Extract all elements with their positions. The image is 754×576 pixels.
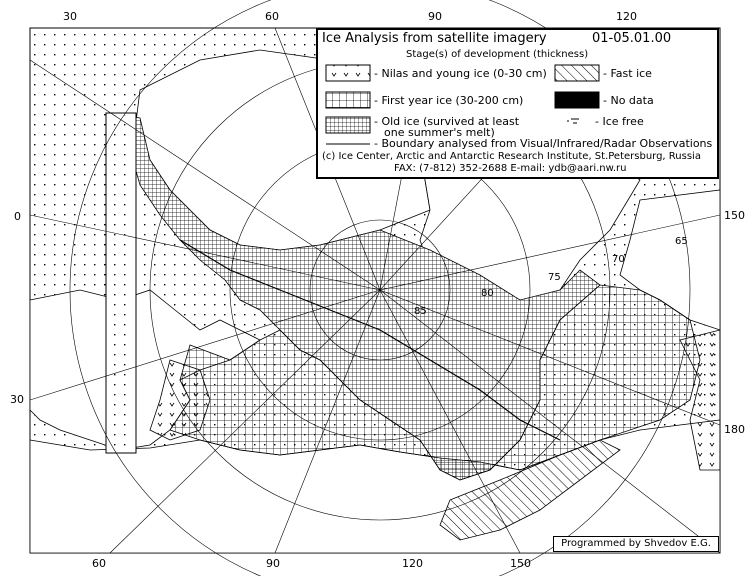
credit-label: Programmed by Shvedov E.G. [553,536,719,552]
legend-item-no-data: - No data [603,94,654,107]
swatch-fast-ice [555,65,599,81]
legend-item-fast-ice: - Fast ice [603,67,652,80]
lon-label-top-90: 90 [428,10,442,23]
lat-label-70: 70 [612,254,625,265]
legend-copyright: (c) Ice Center, Arctic and Antarctic Research Institute, St.Petersburg, Russia [322,151,701,162]
swatch-ice-free [567,119,579,123]
lon-label-top-60: 60 [265,10,279,23]
lon-label-bottom-120: 120 [402,557,423,570]
legend [316,28,719,179]
lon-label-top-30: 30 [63,10,77,23]
legend-item-first-year: - First year ice (30-200 cm) [374,94,524,107]
swatch-no-data [555,92,599,108]
lon-label-top-120: 120 [616,10,637,23]
swatch-first-year [326,92,370,108]
legend-title: Ice Analysis from satellite imagery [322,31,547,46]
legend-item-old-ice: - Old ice (survived at least [374,115,520,128]
lat-label-85: 85 [414,306,427,317]
lat-label-65: 65 [675,236,688,247]
legend-item-ice-free: - Ice free [595,115,644,128]
lon-label-right-180: 180 [724,423,745,436]
swatch-old-ice [326,117,370,133]
legend-date: 01-05.01.00 [592,31,672,46]
lat-label-80: 80 [481,288,494,299]
legend-subtitle: Stage(s) of development (thickness) [406,49,589,60]
legend-item-nilas: - Nilas and young ice (0-30 cm) [374,67,547,80]
lon-label-right-150: 150 [724,209,745,222]
swatch-nilas [326,65,370,81]
legend-contact: FAX: (7-812) 352-2688 E-mail: ydb@aari.nw.ru [394,163,627,174]
lon-label-left-0: 0 [14,210,21,223]
legend-item-boundary: - Boundary analysed from Visual/Infrared/Radar Observations [374,137,713,150]
lat-label-75: 75 [548,272,561,283]
lon-label-bottom-150: 150 [510,557,531,570]
legend-item-old-ice-2: one summer's melt) [384,126,495,139]
lon-label-left-30: 30 [10,393,24,406]
lon-label-bottom-60: 60 [92,557,106,570]
lon-label-bottom-90: 90 [266,557,280,570]
